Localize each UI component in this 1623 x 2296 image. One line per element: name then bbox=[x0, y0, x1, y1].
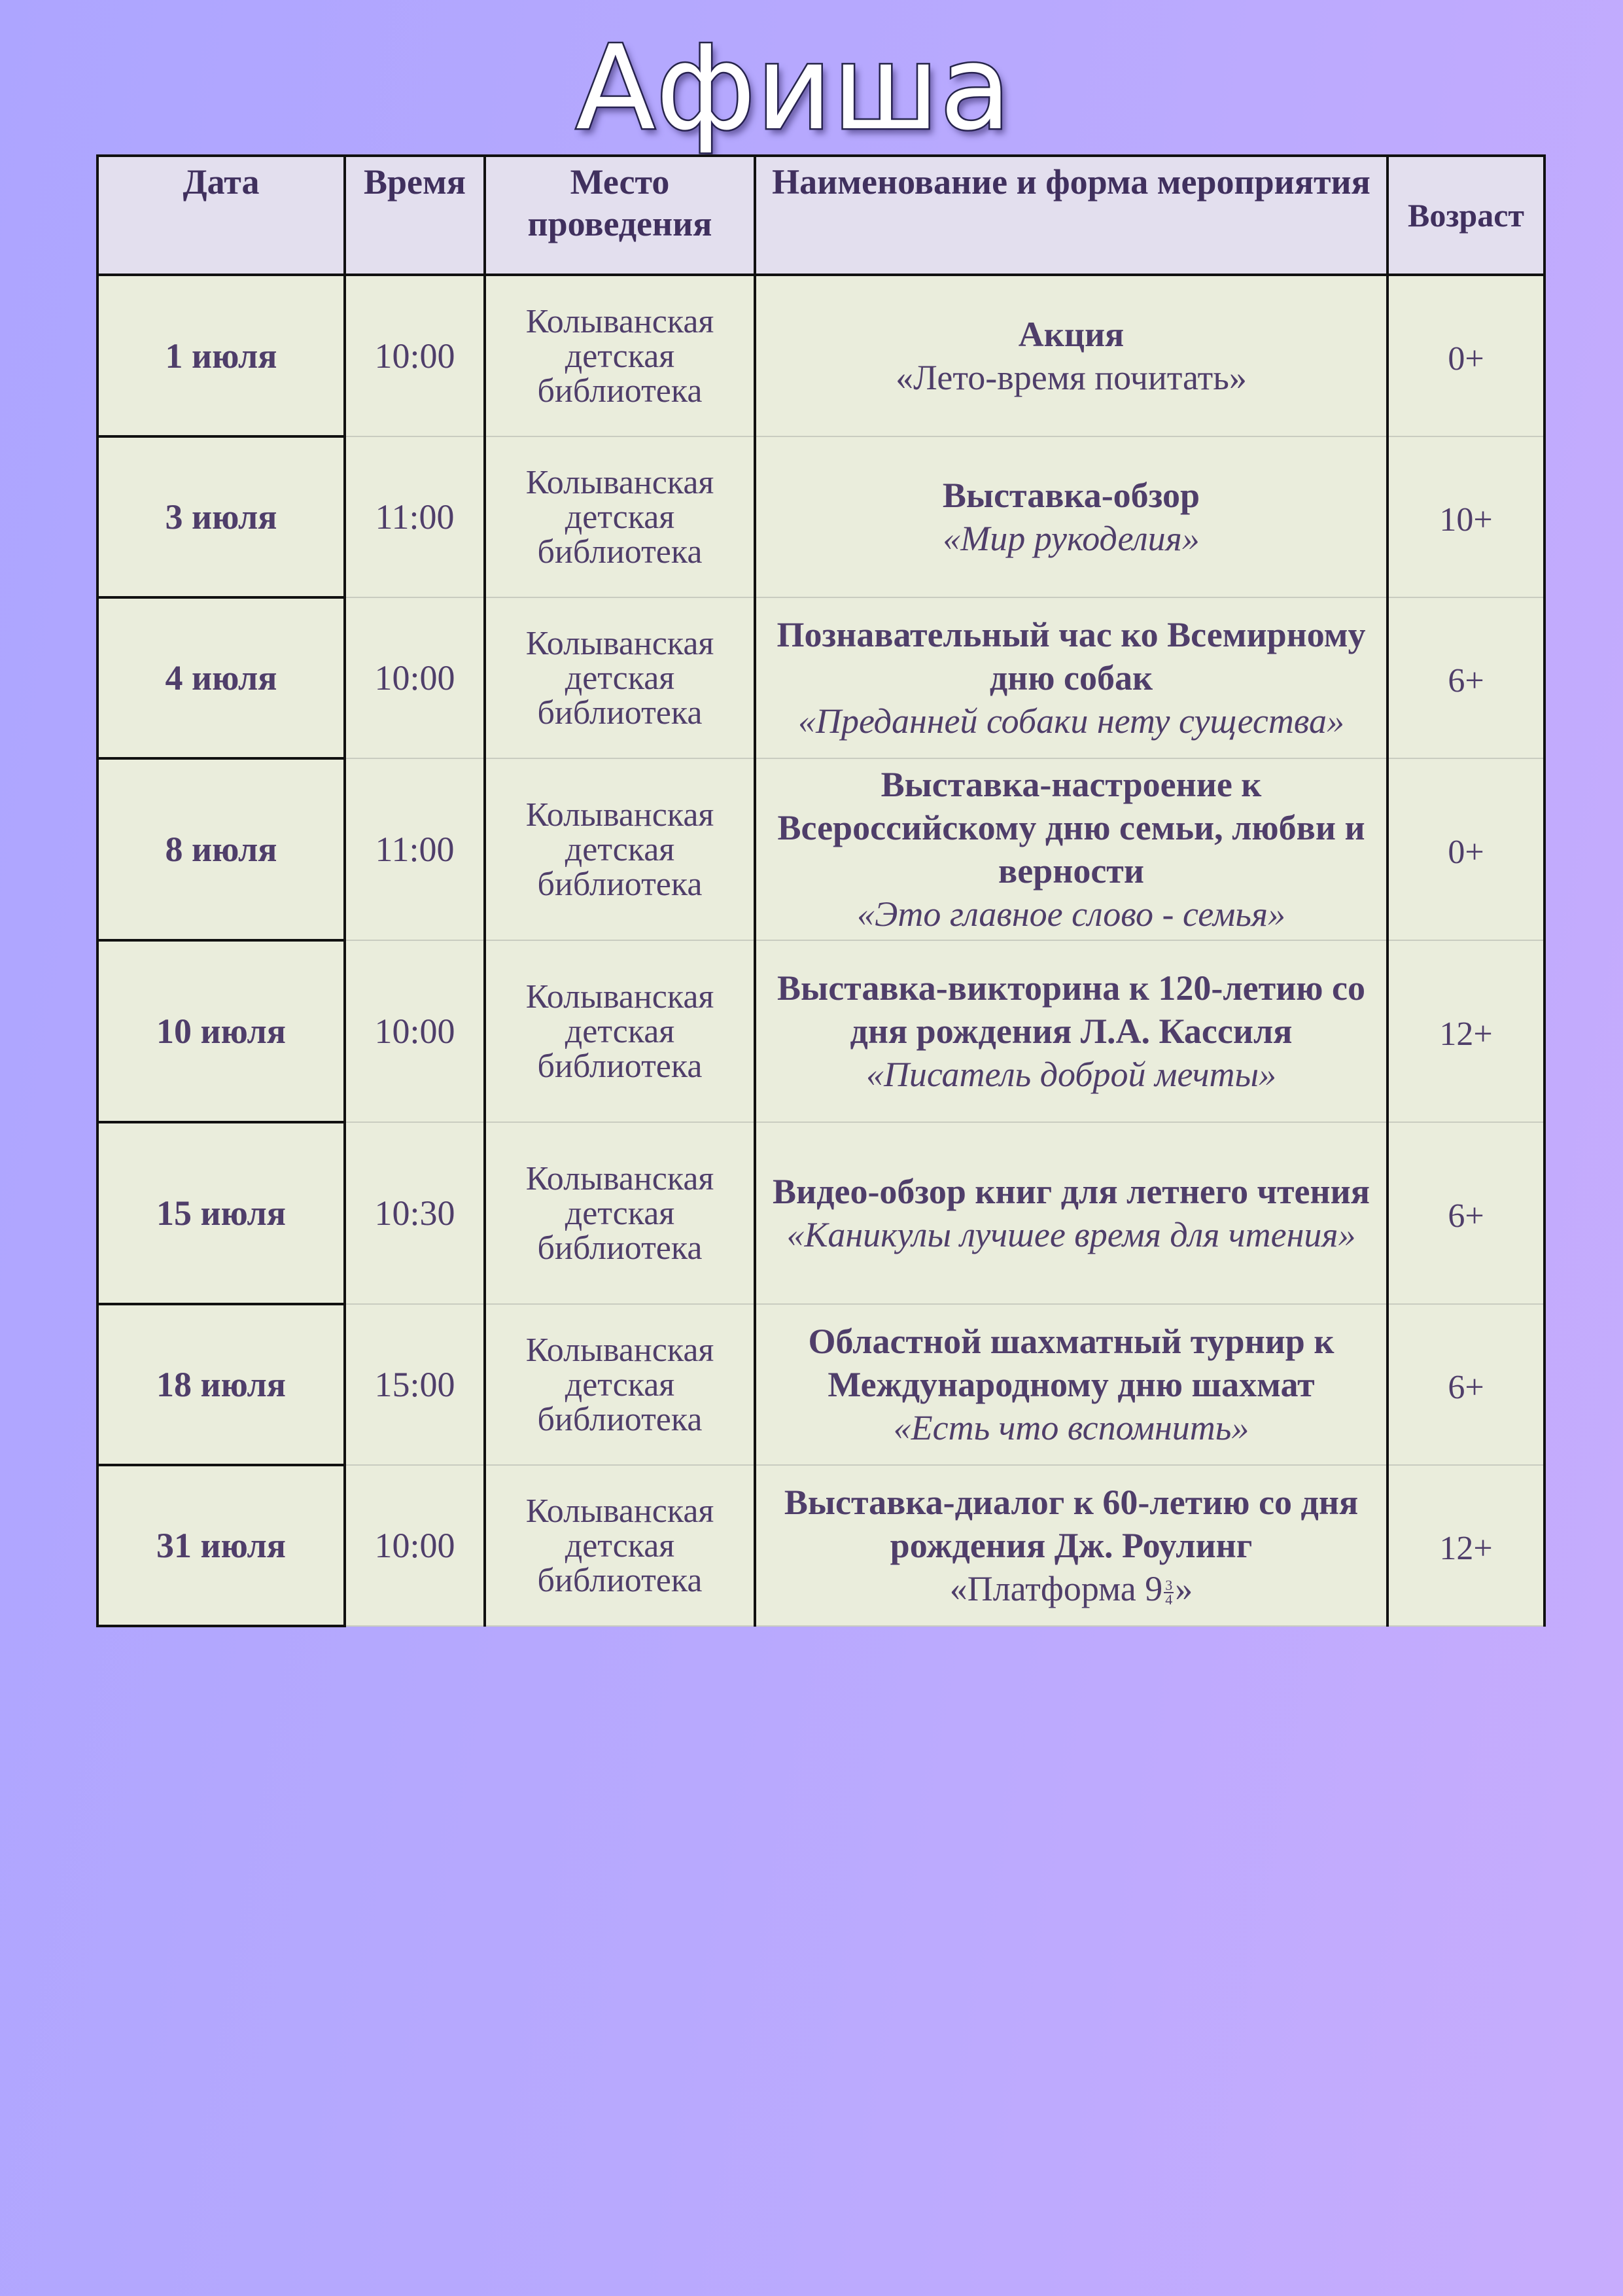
row-place: Колыванская детская библиотека bbox=[485, 436, 755, 597]
table-row bbox=[97, 758, 1544, 940]
row-age: 12+ bbox=[1387, 940, 1544, 1122]
row-event bbox=[755, 275, 1387, 436]
row-date: 3 июля bbox=[97, 436, 345, 597]
fraction bbox=[1164, 1576, 1174, 1608]
row-age: 6+ bbox=[1387, 597, 1544, 758]
page-title: Афиша bbox=[576, 20, 1012, 156]
row-event bbox=[755, 1304, 1387, 1465]
row-place: Колыванская детская библиотека bbox=[485, 1304, 755, 1465]
table-row bbox=[97, 275, 1544, 436]
header-place: Место проведения bbox=[485, 156, 755, 275]
row-time: 15:00 bbox=[345, 1304, 485, 1465]
event-subtitle: «Лето-время почитать» bbox=[896, 358, 1247, 397]
row-place: Колыванская детская библиотека bbox=[485, 1465, 755, 1626]
event-title: Выставка-викторина к 120-летию со дня рождения Л.А. Кассиля bbox=[777, 968, 1365, 1051]
row-event bbox=[755, 758, 1387, 940]
event-title: Выставка-обзор bbox=[942, 476, 1200, 515]
fraction-denominator: 4 bbox=[1165, 1591, 1173, 1608]
event-subtitle-prefix: «Платформа 9 bbox=[949, 1569, 1163, 1608]
row-date: 4 июля bbox=[97, 597, 345, 758]
row-time: 10:30 bbox=[345, 1122, 485, 1304]
row-age: 6+ bbox=[1387, 1122, 1544, 1304]
row-event bbox=[755, 1465, 1387, 1626]
row-date: 1 июля bbox=[97, 275, 345, 436]
table-header-row bbox=[97, 156, 1544, 275]
row-place: Колыванская детская библиотека bbox=[485, 940, 755, 1122]
fraction-numerator: 3 bbox=[1165, 1576, 1173, 1593]
row-age: 10+ bbox=[1387, 436, 1544, 597]
row-date: 18 июля bbox=[97, 1304, 345, 1465]
row-time: 10:00 bbox=[345, 275, 485, 436]
row-age: 0+ bbox=[1387, 758, 1544, 940]
event-subtitle bbox=[761, 1567, 1381, 1610]
row-date: 10 июля bbox=[97, 940, 345, 1122]
event-subtitle: «Это главное слово - семья» bbox=[856, 894, 1285, 934]
row-place: Колыванская детская библиотека bbox=[485, 758, 755, 940]
header-event: Наименование и форма мероприятия bbox=[755, 156, 1387, 275]
events-table bbox=[96, 154, 1546, 1627]
row-place: Колыванская детская библиотека bbox=[485, 1122, 755, 1304]
row-time: 10:00 bbox=[345, 597, 485, 758]
table-row bbox=[97, 436, 1544, 597]
table-row bbox=[97, 597, 1544, 758]
row-time: 11:00 bbox=[345, 758, 485, 940]
event-subtitle-suffix: » bbox=[1175, 1569, 1193, 1608]
event-title: Выставка-диалог к 60-летию со дня рождения Дж. Роулинг bbox=[784, 1483, 1359, 1565]
event-title: Видео-обзор книг для летнего чтения bbox=[773, 1172, 1370, 1211]
event-title: Выставка-настроение к Всероссийскому дню семьи, любви и верности bbox=[777, 765, 1365, 891]
event-subtitle: «Каникулы лучшее время для чтения» bbox=[786, 1215, 1356, 1254]
table-row bbox=[97, 1465, 1544, 1626]
row-date: 8 июля bbox=[97, 758, 345, 940]
row-age: 0+ bbox=[1387, 275, 1544, 436]
table-row bbox=[97, 1304, 1544, 1465]
row-age: 6+ bbox=[1387, 1304, 1544, 1465]
row-age: 12+ bbox=[1387, 1465, 1544, 1626]
row-place: Колыванская детская библиотека bbox=[485, 597, 755, 758]
row-event bbox=[755, 1122, 1387, 1304]
row-event bbox=[755, 436, 1387, 597]
event-title: Областной шахматный турнир к Международному дню шахмат bbox=[808, 1322, 1335, 1404]
event-subtitle: «Писатель доброй мечты» bbox=[865, 1055, 1277, 1094]
row-event bbox=[755, 940, 1387, 1122]
event-subtitle: «Мир рукоделия» bbox=[943, 519, 1200, 558]
row-event bbox=[755, 597, 1387, 758]
row-date: 15 июля bbox=[97, 1122, 345, 1304]
row-time: 11:00 bbox=[345, 436, 485, 597]
row-date: 31 июля bbox=[97, 1465, 345, 1626]
header-age: Возраст bbox=[1387, 156, 1544, 275]
row-time: 10:00 bbox=[345, 1465, 485, 1626]
row-place: Колыванская детская библиотека bbox=[485, 275, 755, 436]
table-row bbox=[97, 940, 1544, 1122]
event-title: Познавательный час ко Всемирному дню собак bbox=[777, 615, 1366, 698]
row-time: 10:00 bbox=[345, 940, 485, 1122]
event-subtitle: «Преданней собаки нету существа» bbox=[798, 701, 1344, 741]
table-row bbox=[97, 1122, 1544, 1304]
header-time: Время bbox=[345, 156, 485, 275]
event-subtitle: «Есть что вспомнить» bbox=[893, 1408, 1249, 1447]
header-date: Дата bbox=[97, 156, 345, 275]
event-title: Акция bbox=[1018, 315, 1125, 354]
